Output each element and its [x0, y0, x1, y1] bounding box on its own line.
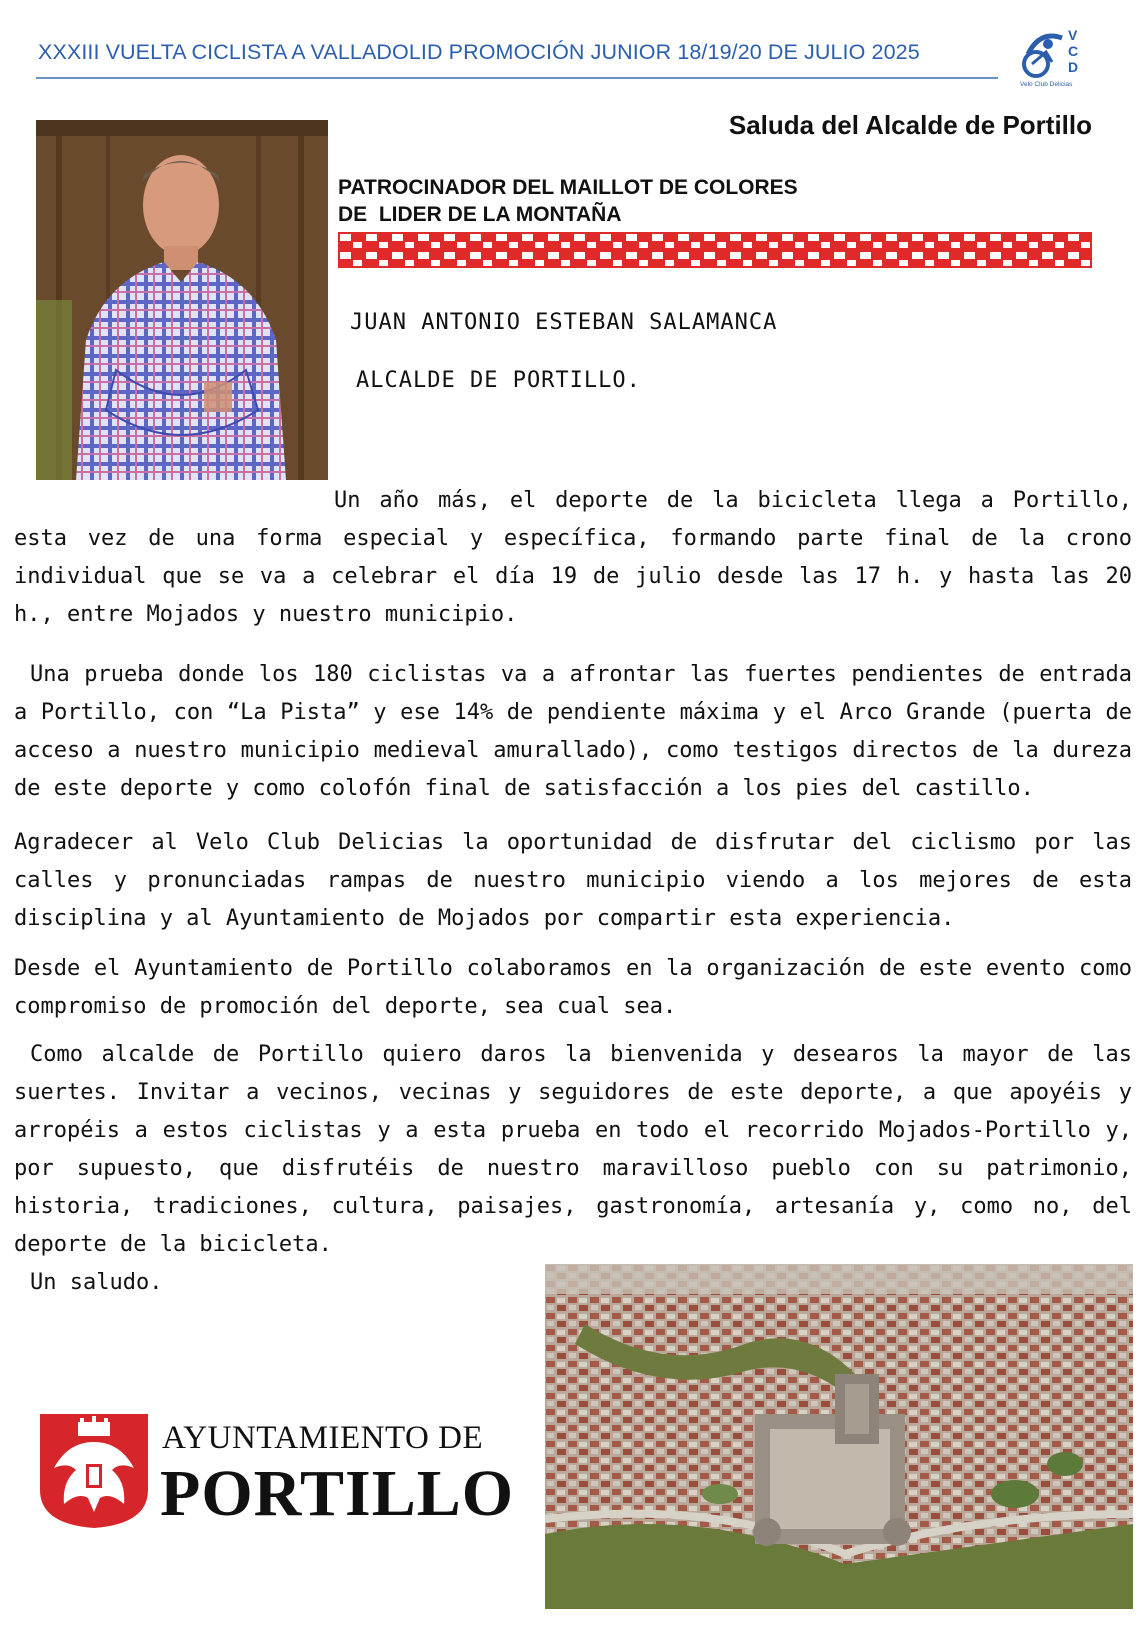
sponsor-heading [338, 174, 798, 228]
author-name: JUAN ANTONIO ESTEBAN SALAMANCA [350, 310, 778, 335]
event-header-title: XXXIII VUELTA CICLISTA A VALLADOLID PROMOCIÓN JUNIOR 18/19/20 DE JULIO 2025 [38, 40, 920, 64]
closing-greeting: Un saludo. [30, 1270, 163, 1295]
town-crest-icon [38, 1412, 150, 1530]
club-logo-letter-c: C [1068, 43, 1079, 59]
body-paragraph-2: Una prueba donde los 180 ciclistas va a afrontar las fuertes pendientes de entrada a Portillo, con “La Pista” y ese 14% de pendiente máxima y el Arco Grande (puerta de acceso a nuestro municipio medieval amurallado), como testigos directos de la dureza de este deporte y como colofón final de satisfacción a los pies del castillo. [14, 662, 1132, 801]
body-paragraph-4: Desde el Ayuntamiento de Portillo colaboramos en la organización de este evento como compromiso de promoción del deporte, sea cual sea. [14, 956, 1132, 1019]
town-name: PORTILLO [160, 1457, 515, 1530]
club-logo-letter-v: V [1068, 27, 1078, 43]
cyclist-logo-icon [1024, 36, 1062, 76]
body-paragraph-5: Como alcalde de Portillo quiero daros la bienvenida y desearos la mayor de las suertes. Invitar a vecinos, vecinas y seguidores de este deporte, a que apoyéis y arropéis a estos ciclistas y a esta prueba en todo el recorrido Mojados-Portillo y, por supuesto, que disfrutéis de nuestro maravilloso pueblo con su patrimonio, historia, tradiciones, cultura, paisajes, gastronomía, artesanía y, como no, del deporte de la bicicleta. [14, 1042, 1132, 1257]
portillo-aerial-photo [545, 1264, 1133, 1609]
sponsor-line-2: DE LIDER DE LA MONTAÑA [338, 203, 622, 226]
document-title: Saluda del Alcalde de Portillo [728, 110, 1092, 140]
club-logo-letter-d: D [1068, 59, 1079, 75]
mountain-jersey-pattern [338, 232, 1092, 268]
town-hall-label: AYUNTAMIENTO DE [162, 1420, 484, 1456]
author-role: ALCALDE DE PORTILLO. [356, 368, 641, 393]
sponsor-line-1: PATROCINADOR DEL MAILLOT DE COLORES [338, 176, 798, 199]
body-paragraph-3: Agradecer al Velo Club Delicias la oportunidad de disfrutar del ciclismo por las calles y pronunciadas rampas de nuestro municipio viendo a los mejores de esta disciplina y al Ayuntamiento de Mojados por compartir esta experiencia. [14, 830, 1132, 931]
velo-club-logo [1018, 24, 1090, 88]
club-logo-caption: Velo Club Delicias [1020, 81, 1073, 88]
mayor-portrait-photo [36, 120, 328, 480]
body-paragraph-1: Un año más, el deporte de la bicicleta llega a Portillo, esta vez de una forma especial y específica, formando parte final de la crono individual que se va a celebrar el día 19 de julio desde las 17 h. y hasta las 20 h., entre Mojados y nuestro municipio. [14, 488, 1132, 627]
header-divider [36, 77, 998, 79]
